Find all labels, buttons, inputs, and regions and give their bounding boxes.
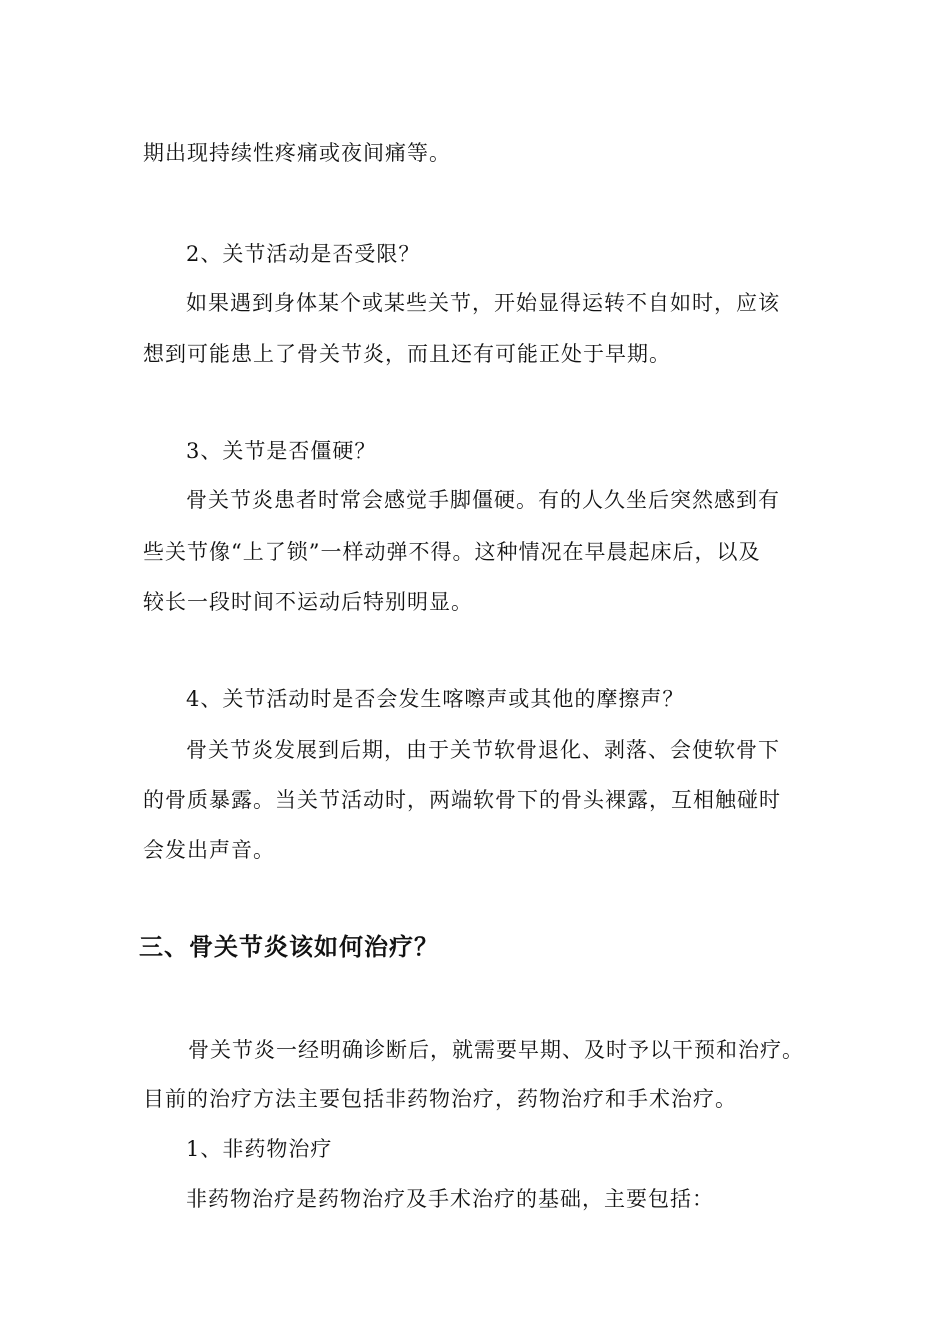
paragraph-line: 如果遇到身体某个或某些关节，开始显得运转不自如时，应该: [186, 291, 780, 315]
question-3-title: 3、关节是否僵硬？: [186, 439, 377, 463]
paragraph-line: 目前的治疗方法主要包括非药物治疗，药物治疗和手术治疗。: [143, 1087, 737, 1111]
paragraph-line: 些关节像“上了锁”一样动弹不得。这种情况在早晨起床后，以及: [143, 540, 761, 564]
section-heading: 三、骨关节炎该如何治疗？: [139, 933, 439, 961]
paragraph-line: 想到可能患上了骨关节炎，而且还有可能正处于早期。: [143, 342, 671, 366]
paragraph-line: 较长一段时间不运动后特别明显。: [143, 590, 473, 614]
paragraph-line: 期出现持续性疼痛或夜间痛等。: [143, 141, 451, 165]
paragraph-line: 骨关节炎一经明确诊断后，就需要早期、及时予以干预和治疗。: [188, 1038, 804, 1062]
question-2-title: 2、关节活动是否受限？: [186, 242, 421, 266]
paragraph-line: 非药物治疗是药物治疗及手术治疗的基础，主要包括：: [186, 1187, 714, 1211]
paragraph-line: 骨关节炎发展到后期，由于关节软骨退化、剥落、会使软骨下: [186, 738, 780, 762]
paragraph-line: 骨关节炎患者时常会感觉手脚僵硬。有的人久坐后突然感到有: [186, 488, 780, 512]
paragraph-line: 会发出声音。: [143, 838, 275, 862]
paragraph-line: 的骨质暴露。当关节活动时，两端软骨下的骨头裸露，互相触碰时: [143, 788, 781, 812]
subsection-title: 1、非药物治疗: [186, 1137, 333, 1161]
question-4-title: 4、关节活动时是否会发生喀嚓声或其他的摩擦声？: [186, 687, 685, 711]
